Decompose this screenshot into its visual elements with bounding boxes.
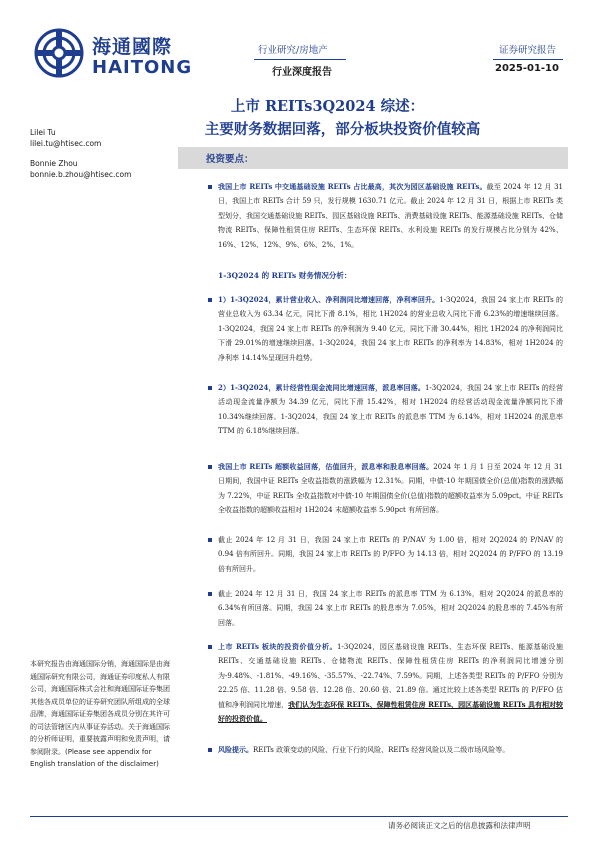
logo-english-name: HAITONG	[92, 57, 193, 78]
header-divider-right	[493, 59, 563, 60]
paragraph-body: 截止 2024 年 12 月 31 日，我国 24 家上市 REITs 的派息率 TTM 为 6.13%，相对 2Q2024 的派息率的 6.34%有所回落。同期，我国 24 家上市 REITs 的股息率为 7.05%，相对 2Q2024 的股息率的 7.45%有所回落。	[218, 590, 563, 627]
summary-paragraph	[218, 743, 563, 757]
analyst-email[interactable]: bonnie.b.zhou@htisec.com	[30, 170, 132, 179]
paragraph-conclusion: 我们认为生态环保 REITs、保障性租赁住房 REITs、园区基础设施 REITs 具有相对较好的投资价值。	[218, 699, 563, 724]
paragraph-body: 1-3Q2024，园区基础设施 REITs、生态环保 REITs、能源基础设施 REITs、交通基础设施 REITs、仓储物流 REITs、保障性租赁住房 REITs 的净利润同比增速分别为-9.48%、-1.81%、-49.16%、-35.57%、-22.74%、7.59%。同期，上述各类型 REITs 的 P/FFO 分别为 22.25 倍、11.28 倍、9.58 倍、12.28 倍、20.60 倍、21.89 倍。通过比较上述各类型 REITs 的 P/FFO 估值和净利润同比增速，	[218, 643, 563, 709]
paragraph-body: 截止 2024 年 12 月 31 日，我国 24 家上市 REITs 的 P/NAV 为 1.00 倍，相对 2Q2024 的 P/NAV 的 0.94 倍有所回升。同期，我国 24 家上市 REITs 的 P/FFO 为 14.13 倍，相对 2Q2024 的 P/FFO 的 13.19 倍有所回升。	[218, 536, 563, 573]
haitong-logo-icon	[34, 28, 84, 78]
summary-paragraph	[218, 587, 563, 630]
footer-divider	[30, 816, 568, 817]
summary-paragraph	[218, 460, 563, 518]
bullet-icon	[208, 645, 212, 649]
summary-paragraph	[218, 533, 563, 576]
summary-paragraph	[218, 180, 563, 252]
summary-paragraph	[218, 381, 563, 439]
section-title: 投资要点：	[206, 154, 254, 165]
report-category: 行业研究/房地产	[258, 45, 328, 56]
paragraph-lead: 风险提示。	[218, 745, 253, 754]
analyst-name: Lilei Tu	[30, 128, 56, 137]
bullet-icon	[208, 465, 212, 469]
report-date: 2025-01-10	[495, 63, 559, 74]
analyst-email[interactable]: lilei.tu@htisec.com	[30, 139, 102, 148]
bullet-icon	[208, 592, 212, 596]
summary-paragraph	[218, 640, 563, 726]
analyst-name: Bonnie Zhou	[30, 159, 78, 168]
logo-chinese-name: 海通國際	[92, 36, 173, 58]
paragraph-lead: 1）1-3Q2024，累计营业收入、净利润同比增速回落，净利率回升。	[218, 295, 440, 304]
bullet-icon	[208, 298, 212, 302]
paragraph-lead: 2）1-3Q2024，累计经营性现金流同比增速回落，派息率回落。	[218, 383, 425, 392]
paragraph-lead: 上市 REITs 板块的投资价值分析。	[218, 642, 338, 651]
bullet-icon	[208, 386, 212, 390]
disclaimer-chinese: 本研究报告由海通国际分销，海通国际是由海通国际研究有限公司，海通证券印度私人有限公司，海通国际株式会社和海通国际证券集团其他各成员单位的证券研究团队所组成的全球品牌，海通国际证券集团各成员分别在其许可的司法管辖区内从事证券活动。关于海通国际的分析师证明，重要披露声明和免责声明，请参阅附录。	[30, 660, 170, 756]
report-title-line2: 主要财务数据回落，部分板块投资价值较高	[204, 121, 481, 138]
paragraph-lead: 我国上市 REITs 中交通基础设施 REITs 占比最高，其次为园区基础设施 REITs。	[218, 182, 487, 191]
report-title-line1: 上市 REITs3Q2024 综述：	[230, 98, 425, 115]
report-label: 证券研究报告	[499, 45, 557, 56]
header-divider	[254, 59, 346, 60]
paragraph-body: 1-3Q2024，我国 24 家上市 REITs 的营业总收入为 63.34 亿元，同比下滑 8.1%，相比 1H2024 的营业总收入同比下滑 6.23%的增速继续回落。1-3Q2024，我国 24 家上市 REITs 的净利润为 9.40 亿元，同比下滑 30.44%，相比 1H2024 的净利润同比下滑 29.01%的增速继续回落。1-3Q2024，我国 24 家上市 REITs 的净利率为 14.83%，相对 1H2024 的净利率 14.14%呈现回升趋势。	[218, 296, 563, 362]
paragraph-lead: 我国上市 REITs 超额收益回落，估值回升，派息率和股息率回落。	[218, 462, 434, 471]
bullet-icon	[208, 538, 212, 542]
subsection-title: 1-3Q2024 的 REITs 财务情况分析：	[218, 271, 352, 280]
summary-paragraph	[218, 293, 563, 365]
footer-notice: 请务必阅读正文之后的信息披露和法律声明	[388, 821, 531, 830]
paragraph-body: 1-3Q2024，我国 24 家上市 REITs 的经营活动现金流量净额为 34.39 亿元，同比下滑 15.42%，相对 1H2024 的经营活动现金流量净额同比下滑 10.34%继续回落。1-3Q2024，我国 24 家上市 REITs 的派息率 TTM 为 6.14%，相对 1H2024 的派息率 TTM 的 6.18%继续回落。	[218, 384, 563, 436]
paragraph-body: 截至 2024 年 12 月 31 日，我国上市 REITs 合计 59 只，发行规模 1630.71 亿元。截止 2024 年 12 月 31 日，根据上市 REITs 类型划分，我国交通基础设施 REITs、园区基础设施 REITs、消费基础设施 REITs、能源基础设施 REITs、仓储物流 REITs、保障性租赁住房 REITs、生态环保 REITs、水利设施 REITs 的发行规模占比分别为 42%、16%、12%、12%、9%、6%、2%、1%。	[218, 183, 563, 249]
bullet-icon	[208, 748, 212, 752]
report-type: 行业深度报告	[272, 67, 332, 78]
disclaimer-english: (Please see appendix for English translation of the disclaimer)	[30, 747, 159, 768]
paragraph-body: 2024 年 1 月 1 日至 2024 年 12 月 31 日期间，我国中证 REITs 全收益指数的涨跌幅为 12.31%。同期，中债-10 年期国债全价(总值)指数的涨跌幅为 7.22%，中证 REITs 全收益指数对中债-10 年期国债全价(总值)指数的超额收益率为 5.09pct。中证 REITs 全收益指数的超额收益相对 1H2024 末超额收益率 5.90pct 有所回落。	[218, 463, 564, 515]
disclaimer	[30, 658, 172, 771]
paragraph-body: REITs 政策变动的风险、行业下行的风险、REITs 经营风险以及二级市场风险等。	[253, 746, 510, 754]
bullet-icon	[208, 185, 212, 189]
